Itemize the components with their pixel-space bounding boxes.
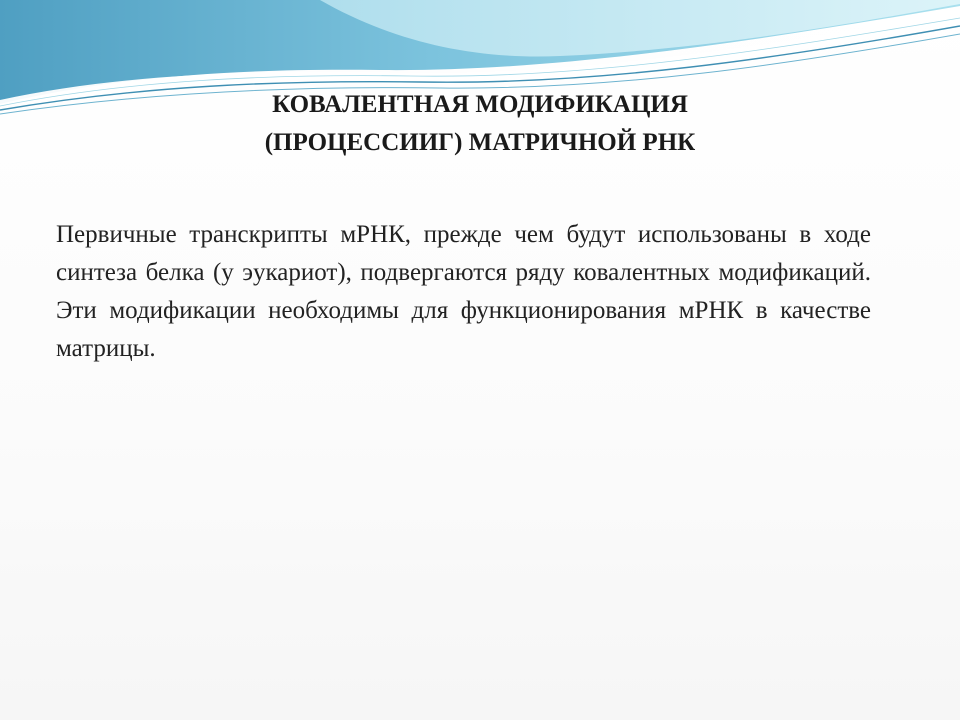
body-paragraph: Первичные транскрипты мРНК, прежде чем будут использованы в ходе синтеза белка (у эукариот), подвергаются ряду ковалентных модификаций. Эти модификации необходимы для функционирования мРНК в качестве матрицы. bbox=[56, 221, 871, 362]
title-line-1: КОВАЛЕНТНАЯ МОДИФИКАЦИЯ bbox=[272, 91, 688, 118]
slide-title bbox=[100, 86, 860, 162]
title-line-2: (ПРОЦЕССИИГ) МАТРИЧНОЙ РНК bbox=[264, 129, 696, 156]
